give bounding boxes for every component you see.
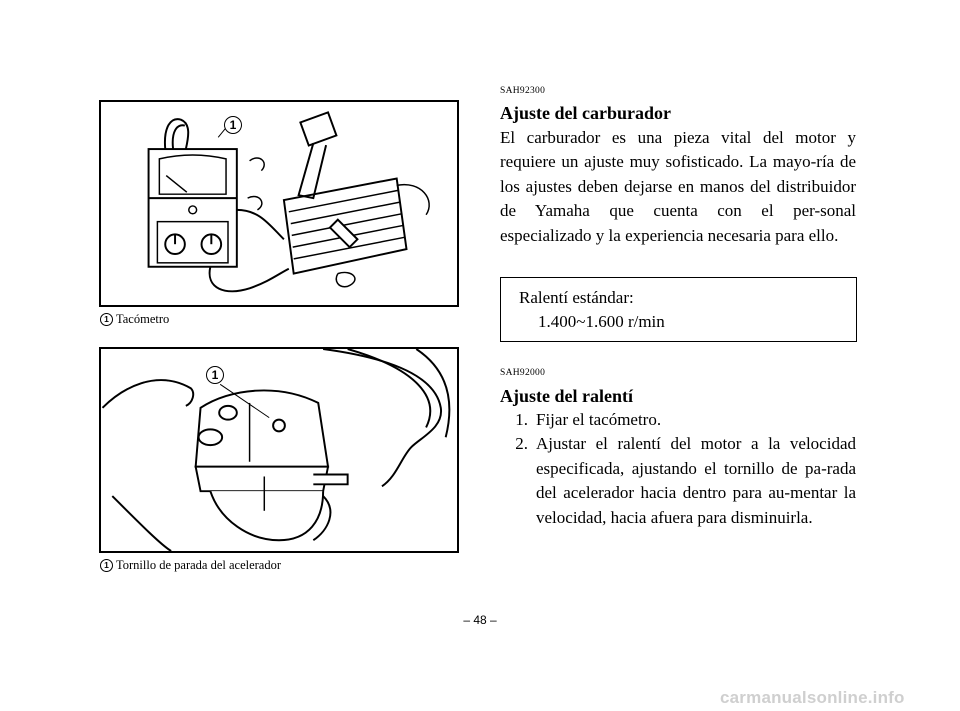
figure1-caption (100, 312, 169, 327)
idle-spec-value: 1.400~1.600 r/min (538, 312, 665, 331)
page-number: – 48 – (463, 613, 497, 627)
caption1-text: Tacómetro (116, 312, 170, 326)
section1-body: El carburador es una pieza vital del motor y requiere un ajuste muy sofisticado. La mayo-ría de los ajustes deben dejarse en manos del distribuidor de Yamaha que cuenta con el per-sonal especializado y la experiencia necesaria para ello. (500, 128, 856, 245)
section1-title: Ajuste del carburador (500, 103, 671, 123)
step-number: 2. (515, 434, 528, 454)
carburetor-drawing (101, 349, 457, 551)
caption2-number: 1 (100, 559, 113, 572)
tachometer-drawing (101, 102, 457, 305)
list-item (500, 432, 856, 530)
section2-title: Ajuste del ralentí (500, 386, 633, 406)
idle-spec-box (500, 277, 857, 342)
section1-code: SAH92300 (500, 86, 546, 96)
caption2-text: Tornillo de parada del acelerador (116, 558, 282, 572)
figure1-callout-number: 1 (229, 118, 237, 132)
step-text: Fijar el tacómetro. (536, 410, 662, 429)
step-text: Ajustar el ralentí del motor a la velocidad especificada, ajustando el tornillo de pa-rada del acelerador hacia dentro para au-mentar la velocidad, hacia afuera para disminuirla. (536, 434, 856, 527)
step-number: 1. (515, 410, 528, 429)
watermark: carmanualsonline.info (720, 688, 905, 707)
figure2-callout (206, 366, 224, 384)
tachometer-illustration (99, 100, 459, 307)
section2-code: SAH92000 (500, 368, 546, 378)
idle-spec-label: Ralentí estándar: (519, 288, 634, 307)
caption1-number: 1 (100, 313, 113, 326)
figure1-callout (224, 116, 242, 134)
figure2-callout-number: 1 (211, 368, 219, 382)
list-item (500, 408, 856, 432)
figure2-caption (100, 558, 281, 573)
idle-steps-list (500, 408, 856, 530)
throttle-stop-screw-illustration (99, 347, 459, 553)
